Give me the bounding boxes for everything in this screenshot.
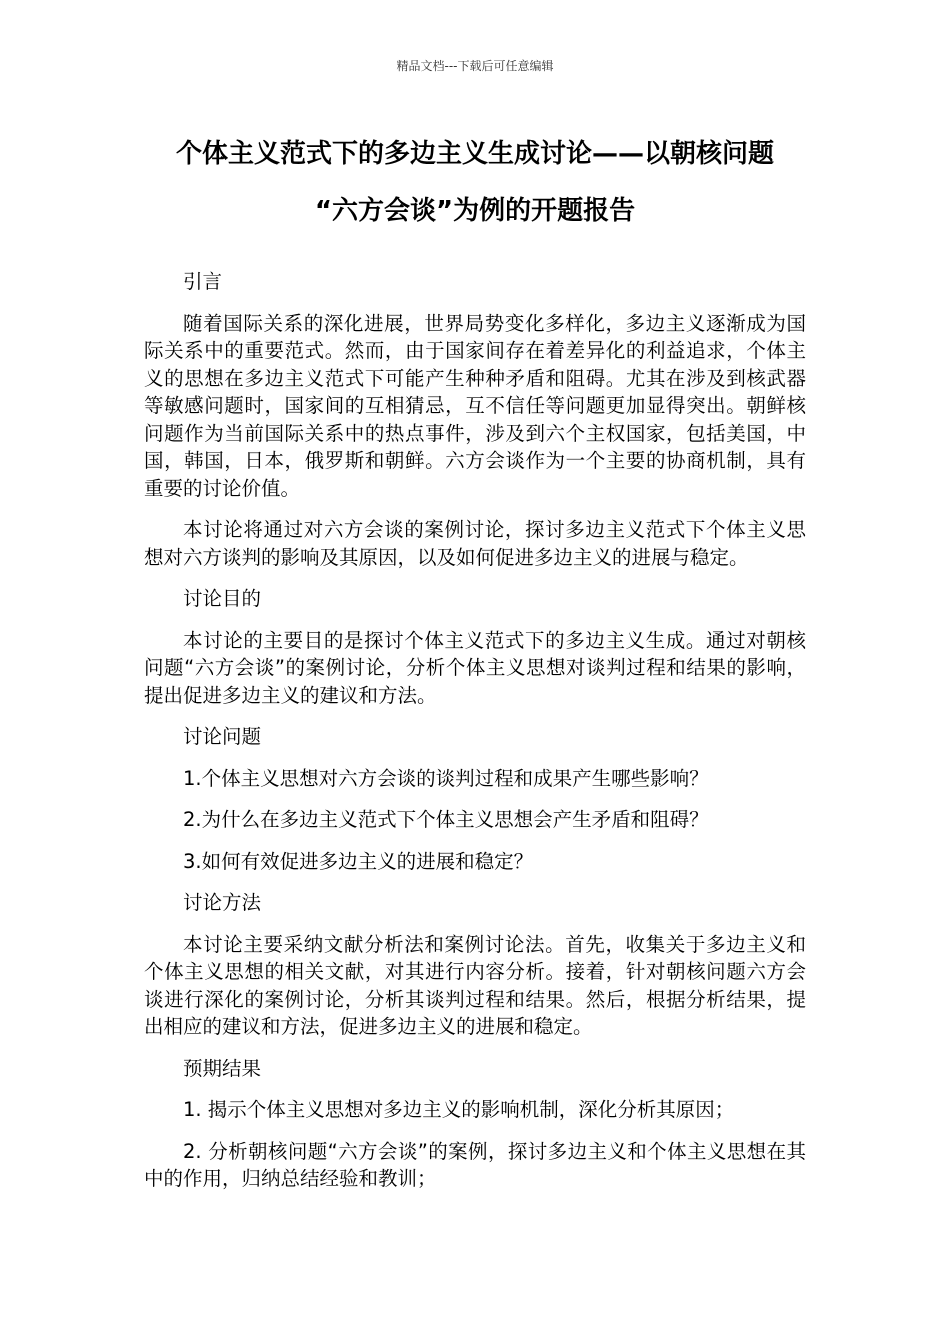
question-item-2: 2.为什么在多边主义范式下个体主义思想会产生矛盾和阻碍？ — [183, 808, 709, 831]
purpose-paragraph: 本讨论的主要目的是探讨个体主义范式下的多边主义生成。通过对朝核问题“六方会谈”的案例讨论，分析个体主义思想对谈判过程和结果的影响，提出促进多边主义的建议和方法。 — [144, 628, 806, 707]
section-heading-intro: 引言 — [183, 270, 223, 293]
section-heading-purpose: 讨论目的 — [183, 587, 262, 610]
intro-paragraph-1: 随着国际关系的深化进展，世界局势变化多样化，多边主义逐渐成为国际关系中的重要范式。然而，由于国家间存在着差异化的利益追求，个体主义的思想在多边主义范式下可能产生种种矛盾和阻碍。尤其在涉及到核武器等敏感问题时，国家间的互相猜忌，互不信任等问题更加显得突出。朝鲜核问题作为当前国际关系中的热点事件，涉及到六个主权国家，包括美国，中国，韩国，日本，俄罗斯和朝鲜。六方会谈作为一个主要的协商机制，具有重要的讨论价值。 — [144, 311, 806, 500]
intro-paragraph-2: 本讨论将通过对六方会谈的案例讨论，探讨多边主义范式下个体主义思想对六方谈判的影响及其原因，以及如何促进多边主义的进展与稳定。 — [144, 518, 806, 569]
result-item-1: 1. 揭示个体主义思想对多边主义的影响机制，深化分析其原因； — [183, 1098, 735, 1121]
section-heading-questions: 讨论问题 — [183, 725, 262, 748]
section-heading-results: 预期结果 — [183, 1056, 262, 1080]
document-body — [144, 268, 806, 1207]
method-paragraph: 本讨论主要采纳文献分析法和案例讨论法。首先，收集关于多边主义和个体主义思想的相关文献，对其进行内容分析。接着，针对朝核问题六方会谈进行深化的案例讨论，分析其谈判过程和结果。然后，根据分析结果，提出相应的建议和方法，促进多边主义的进展和稳定。 — [144, 932, 806, 1038]
question-item-3: 3.如何有效促进多边主义的进展和稳定？ — [183, 849, 534, 873]
document-title-line-1: 个体主义范式下的多边主义生成讨论——以朝核问题 — [175, 139, 774, 169]
document-title-line-2: “六方会谈”为例的开题报告 — [314, 196, 636, 226]
question-item-1: 1.个体主义思想对六方会谈的谈判过程和成果产生哪些影响？ — [183, 766, 709, 790]
page-header-note: 精品文档---下载后可任意编辑 — [396, 59, 554, 73]
result-item-2: 2. 分析朝核问题“六方会谈”的案例，探讨多边主义和个体主义思想在其中的作用，归纳总结经验和教训； — [144, 1139, 806, 1190]
section-heading-method: 讨论方法 — [183, 891, 262, 914]
